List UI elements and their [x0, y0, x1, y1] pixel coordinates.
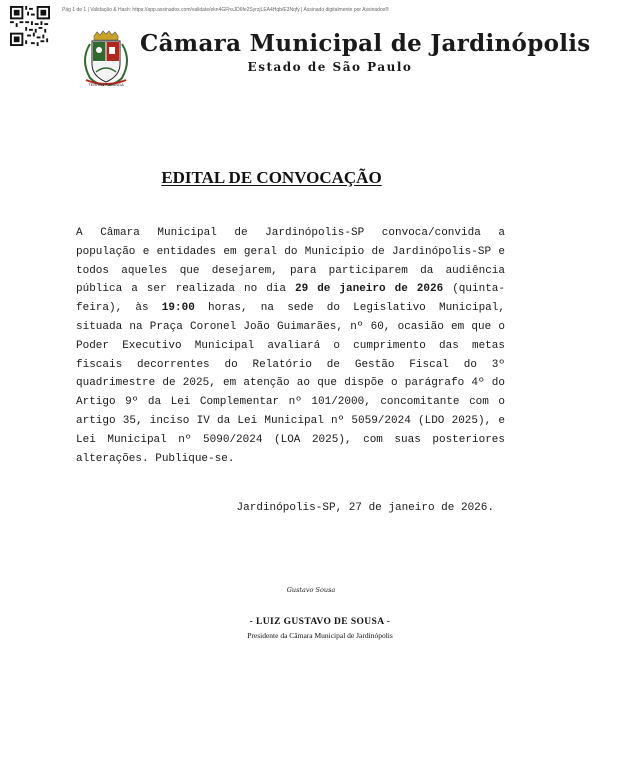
- body-text-part-3: horas, na sede do Legislativo Municipal, situada na Praça Coronel João Guimarães, nº 60, ocasião em que o Poder Executivo Municipal avaliará o cumprimento das metas fiscais decorrentes do Relatório de Gestão Fiscal do 3º quadrimestre de 2025, em atenção ao que dispõe o parágrafo 4º do Artigo 9º da Lei Complementar nº 101/2000, concomitante com o artigo 35, inciso IV da Lei Municipal nº 5059/2024 (LDO 2025), e Lei Municipal nº 5090/2024 (LOA 2025), com suas posteriores alterações. Publique-se.: [76, 302, 505, 465]
- crest-caption: TERRA DA MANGA: [88, 82, 124, 87]
- organization-name: Câmara Municipal de Jardinópolis: [140, 30, 591, 57]
- organization-state: Estado de São Paulo: [247, 60, 413, 74]
- hearing-time: 19:00: [161, 302, 195, 315]
- digital-signature-verification-line: Pág 1 de 1 | Validação & Hash: https://app.assinados.com/validate/ekn4GFhsJD6fe2SyrzjLEA4Hqb/E3Nqfy | Assinado digitalmente por Assinados®: [62, 7, 389, 13]
- body-text-part-2: (quinta-feira), às: [76, 283, 506, 315]
- signer-role: Presidente da Câmara Municipal de Jardinópolis: [247, 631, 393, 640]
- place-and-date: Jardinópolis-SP, 27 de janeiro de 2026.: [236, 502, 494, 514]
- document-title: EDITAL DE CONVOCAÇÃO: [161, 168, 382, 187]
- handwritten-signature: Gustavo Sousa: [286, 586, 336, 594]
- qr-code-icon: [10, 6, 50, 46]
- municipal-crest-icon: [76, 30, 136, 90]
- hearing-date: 29 de janeiro de 2026: [295, 283, 444, 296]
- body-text-part-1: A Câmara Municipal de Jardinópolis-SP convoca/convida a população e entidades em geral do Município de Jardinópolis-SP e todos aqueles que desejarem, para participarem da audiência pública a ser realizada no dia: [76, 227, 505, 296]
- signer-name: - LUIZ GUSTAVO DE SOUSA -: [249, 617, 391, 627]
- document-body: [76, 224, 505, 468]
